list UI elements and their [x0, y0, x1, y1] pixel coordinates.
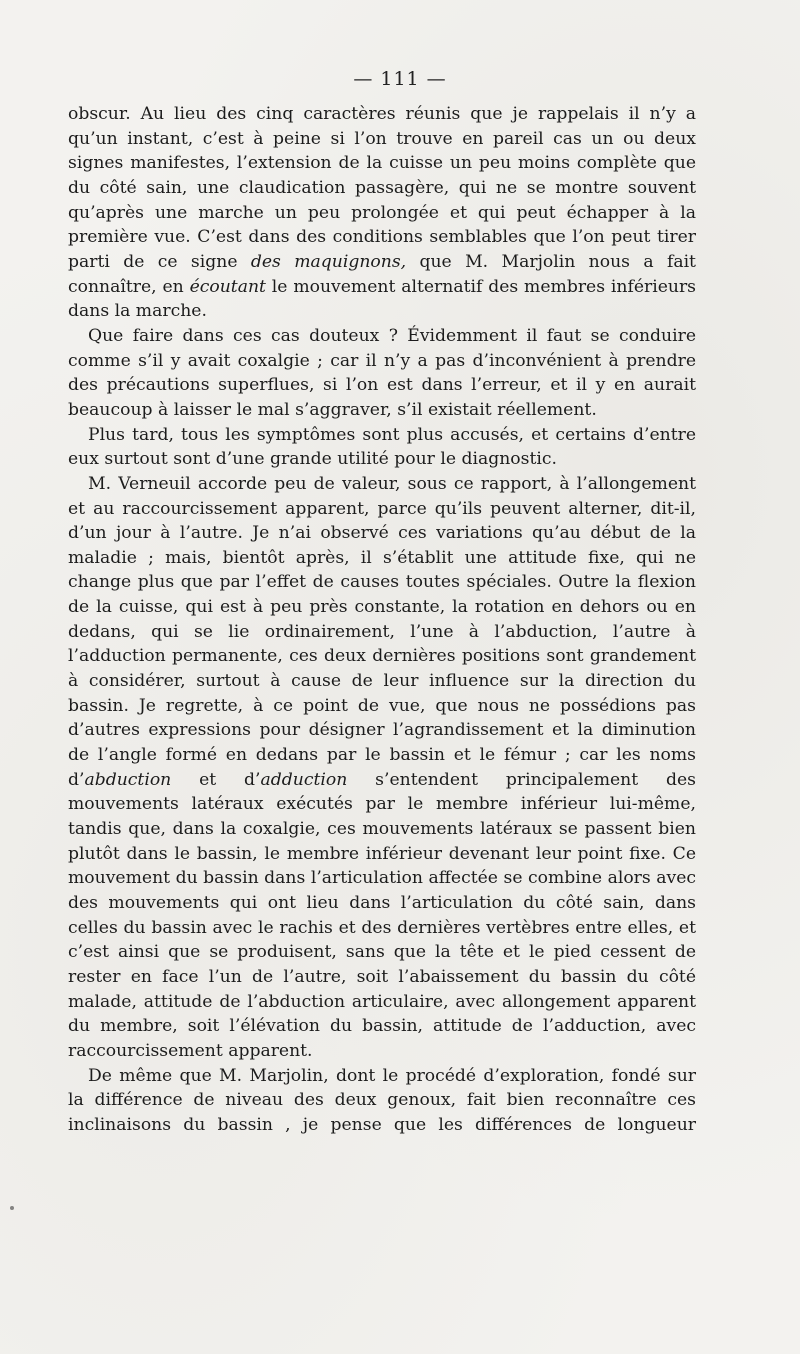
paragraph-1-text-2: que M. Marjolin nous a fait connaître, en — [68, 251, 696, 297]
paragraph-4-italic-adduction: adduction — [260, 769, 348, 790]
paragraph-5-text: De même que M. Marjolin, dont le procédé d’exploration, fondé sur la différence de niveau des deux genoux, fait bien reconnaître ces inclinaisons du bassin , je pense que les différences de longueur — [68, 1065, 696, 1135]
paragraph-4-text-3: s’entendent principalement des mouvements latéraux exécutés par le membre inférieur lui-même, tandis que, dans la coxalgie, ces mouvements latéraux se passent bien plutôt dans le bassin, le membre inférieur devenant leur point fixe. Ce mouvement du bassin dans l’articulation affectée se combine alors avec des mouvements qui ont lieu dans l’articulation du côté sain, dans celles du bassin avec le rachis et des dernières vertèbres entre elles, et c’est ainsi que se produisent, sans que la tête et le pied cessent de rester en face l’un de l’autre, soit l’abaissement du bassin du côté malade, attitude de l’abduction articulaire, avec allongement apparent du membre, soit l’élévation du bassin, attitude de l’adduction, avec raccourcissement apparent. — [68, 769, 696, 1061]
body-text — [68, 102, 696, 1138]
paragraph-4-text-1: M. Verneuil accorde peu de valeur, sous ce rapport, à l’allongement et au raccourcissement apparent, parce qu’ils peuvent alterner, dit-il, d’un jour à l’autre. Je n’ai observé ces variations qu’au début de la maladie ; mais, bientôt après, il s’établit une attitude fixe, qui ne change plus que par l’effet de causes toutes spéciales. Outre la flexion de la cuisse, qui est à peu près constante, la rotation en dehors ou en dedans, qui se lie ordinairement, l’une à l’abduction, l’autre à l’adduction permanente, ces deux dernières positions sont grandement à considérer, surtout à cause de leur influence sur la direction du bassin. Je regrette, à ce point de vue, que nous ne possédions pas d’autres expressions pour désigner l’agrandissement et la diminution de l’angle formé en dedans par le bassin et le fémur ; car les noms d’ — [68, 473, 696, 790]
paragraph-1 — [68, 102, 696, 324]
paragraph-1-italic-ecoutant: écoutant — [189, 276, 266, 297]
page-number: — 111 — — [353, 68, 447, 90]
paragraph-2-text: Que faire dans ces cas douteux ? Évidemment il faut se conduire comme s’il y avait coxalgie ; car il n’y a pas d’inconvénient à prendre des précautions superflues, si l’on est dans l’erreur, et il y en aurait beaucoup à laisser le mal s’aggraver, s’il existait réellement. — [68, 325, 696, 420]
paragraph-4 — [68, 472, 696, 1064]
paragraph-1-text-3: le mouvement alternatif des membres inférieurs dans la marche. — [68, 276, 696, 322]
ink-speck — [10, 1206, 14, 1210]
paragraph-2 — [68, 324, 696, 423]
paragraph-4-italic-abduction: abduction — [84, 769, 172, 790]
paragraph-1-text-1: obscur. Au lieu des cinq caractères réunis que je rappelais il n’y a qu’un instant, c’est à peine si l’on trouve en pareil cas un ou deux signes manifestes, l’extension de la cuisse un peu moins complète que du côté sain, une claudication passagère, qui ne se montre souvent qu’après une marche un peu prolongée et qui peut échapper à la première vue. C’est dans des conditions semblables que l’on peut tirer parti de ce signe — [68, 104, 696, 272]
paragraph-3 — [68, 423, 696, 472]
paragraph-4-text-2: et d’ — [171, 769, 261, 790]
paragraph-1-italic-maquignons: des maquignons, — [250, 251, 407, 272]
paragraph-3-text: Plus tard, tous les symptômes sont plus accusés, et certains d’entre eux surtout sont d’une grande utilité pour le diagnostic. — [68, 424, 696, 470]
paragraph-5 — [68, 1064, 696, 1138]
